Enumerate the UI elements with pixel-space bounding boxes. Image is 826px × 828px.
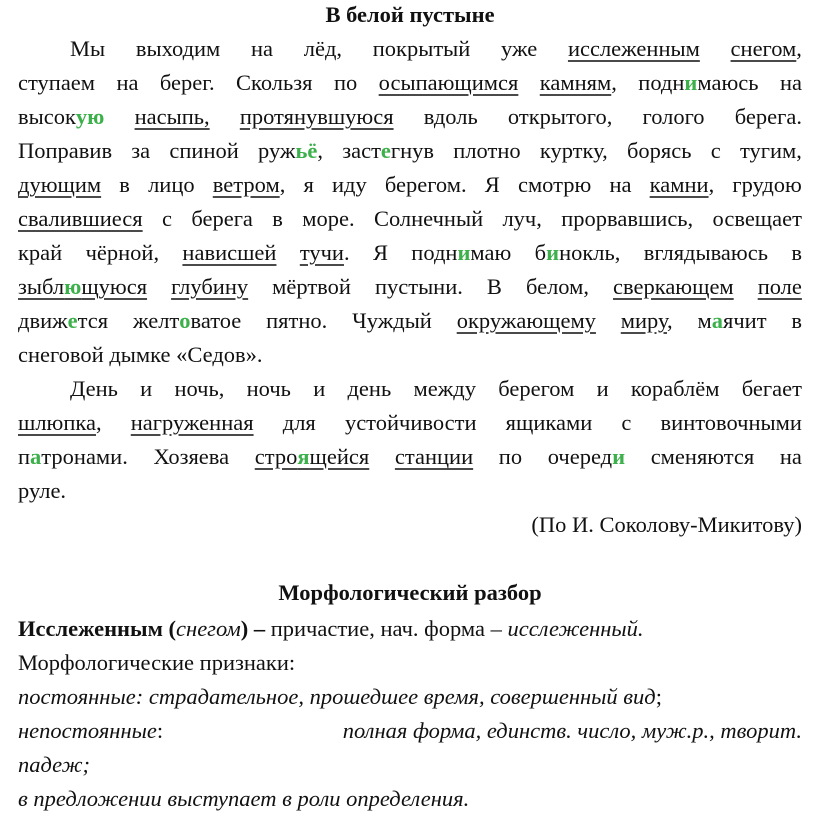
underlined-word: поле [757,274,802,299]
word: В [486,274,502,299]
underlined-word: окружающему [456,308,596,333]
word: вглядываюсь [643,240,768,265]
constant-value: страдательное, прошедшее время, совершенный вид [143,684,656,709]
word: и [596,376,609,401]
analysis-word-line [18,614,802,644]
word-group [18,408,102,438]
nonconstant-continued: падеж; [18,752,91,777]
text-line-11 [18,374,802,404]
word-part: п [18,444,31,469]
analyzed-word: Исслеженным [18,616,163,641]
nonconstant-label: непостоянные [18,718,157,743]
text-line-5 [18,170,802,200]
word: голого [642,104,705,129]
text-line-7 [18,238,802,268]
nonconstant-features [18,716,802,746]
word-group [621,306,673,336]
word-group [133,306,241,336]
word: Я [372,240,388,265]
word-group [258,136,323,166]
highlighted-letter: е [67,308,78,333]
underlined-word: осыпающимся [378,70,519,95]
text-line-14: руле. [18,478,67,503]
underlined-word: камни [649,172,709,197]
context-word: снегом [176,616,241,641]
word: в [119,172,130,197]
highlighted-letter: а [711,308,723,333]
word: с [161,206,172,231]
word-part: высок [18,104,76,129]
word: лицо [148,172,195,197]
word-group [300,238,350,268]
text-line-8 [18,272,802,302]
punct: ; [655,684,662,709]
part-of-speech: причастие, нач. форма – [265,616,508,641]
word: смотрю [517,172,592,197]
word: пятно. [266,308,328,333]
text-line-3 [18,102,802,132]
word: сменяются [650,444,755,469]
word: на [609,172,632,197]
word-part: очеред [547,444,613,469]
word: выходим [135,36,221,61]
word-part: подн [638,70,685,95]
word: и [313,376,326,401]
highlighted-letter: е [380,138,391,163]
word: Поправив [18,138,113,163]
underlined-word: свалившиеся [18,206,143,231]
word: за [131,138,151,163]
word: в [791,308,802,333]
word: берег. [159,70,215,95]
word-group [650,170,715,200]
word-group [548,442,625,472]
constant-label: постоянные: [18,684,144,709]
word-group [411,238,511,268]
punct: , [317,138,323,163]
punct: , [708,172,715,197]
word: ступаем [18,70,96,95]
word: пустыни. [374,274,463,299]
word-part: зыбл [18,274,65,299]
word: берегом [498,376,575,401]
punct: , [667,308,673,333]
underlined-word: нависшей [182,240,277,265]
word-part: гнув [390,138,435,163]
word-part: тронами. [41,444,128,469]
underlined-word: снегом [730,36,797,61]
highlighted-letter: ую [75,104,105,129]
word-group [342,136,434,166]
word: с [621,410,632,435]
word: бегает [741,376,802,401]
punct: , [611,70,617,95]
punct: : [156,718,164,743]
text-title: В белой пустыне [325,2,495,27]
word-part: руж [258,138,296,163]
word: по [498,444,523,469]
word: край [18,240,63,265]
underlined-word: миру [620,308,668,333]
underlined-word: станции [394,444,474,469]
word: ночь, [174,376,225,401]
word: открытого, [507,104,613,129]
word: море. [302,206,355,231]
word-part: маюсь [697,70,759,95]
word: в [791,240,802,265]
text-line-12 [18,408,802,438]
word: спиной [169,138,239,163]
word: мёртвой [272,274,351,299]
word: грудою [732,172,802,197]
word: на [116,70,139,95]
underlined-word: сверкающем [613,274,734,299]
word-part: нокль, [559,240,621,265]
underlined-word: исслеженным [567,36,700,61]
word: Я [484,172,500,197]
word: лёд, [303,36,343,61]
highlighted-letter: и [546,240,560,265]
word: луч, [502,206,542,231]
word: чёрной, [85,240,160,265]
word-group [18,102,104,132]
dash: – [248,616,266,641]
underlined-word: глубину [171,274,249,299]
word: на [779,70,802,95]
highlighted-letter: а [30,444,42,469]
nonconstant-value: полная форма, единств. число, муж.р., творит. [337,718,802,743]
word: между [413,376,476,401]
highlighted-letter: и [684,70,698,95]
word: Скользя [236,70,313,95]
word-part: ячит [722,308,767,333]
underlined-word: дующим [18,172,102,197]
initial-form: исслеженный. [507,616,644,641]
word: день [347,376,392,401]
underlined-word: ветром [212,172,280,197]
highlighted-letter: ьё [295,138,318,163]
highlighted-letter: о [179,308,191,333]
word-group [697,306,766,336]
nonconstant-label-group [18,716,163,746]
word-part: заст [342,138,381,163]
underlined-word: нагруженная [130,410,254,435]
text-line-1 [18,34,802,64]
underlined-word-group [18,272,147,302]
word: на [251,36,274,61]
text-line-13 [18,442,802,472]
word-part: подн [411,240,458,265]
word: тугим, [739,138,802,163]
word: Солнечный [373,206,484,231]
highlighted-letter: я [297,444,310,469]
word: плотно [453,138,521,163]
word: День [70,376,118,401]
word: кораблём [630,376,720,401]
highlighted-letter: и [457,240,471,265]
underlined-word-group [255,442,370,472]
underlined-word: тучи [299,240,344,265]
paren: ) [240,616,249,641]
attribution: (По И. Соколову-Микитову) [531,512,802,537]
word: борясь [626,138,692,163]
word: освещает [712,206,802,231]
word-part: б [534,240,547,265]
word-group [540,68,617,98]
word: прорвавшись, [561,206,694,231]
text-line-10: снеговой дымке «Седов». [18,342,263,367]
underlined-word: шлюпка [18,410,96,435]
word: Хозяева [153,444,230,469]
highlighted-letter: и [612,444,626,469]
word-part: м [697,308,712,333]
word: берегом. [384,172,467,197]
word: я [303,172,314,197]
punct: , [95,410,102,435]
text-line-4 [18,136,802,166]
word: Чуждый [352,308,432,333]
word-part: движ [18,308,68,333]
word: в [272,206,283,231]
word: по [333,70,358,95]
word: куртку, [539,138,608,163]
word-part: тся [77,308,109,333]
word-group [535,238,621,268]
analysis-heading: Морфологический разбор [278,580,542,605]
syntactic-role: в предложении выступает в роли определения. [18,786,470,811]
word: Мы [70,36,106,61]
word-group [18,442,128,472]
underlined-word: протянувшуюся [239,104,394,129]
punct: . [343,240,350,265]
word: берега. [734,104,802,129]
word: берега [191,206,253,231]
highlighted-letter: ю [64,274,82,299]
word-part: желт [132,308,180,333]
word: ночь [246,376,291,401]
word-part: стро [254,444,298,469]
word-group [213,170,286,200]
word: вдоль [423,104,478,129]
word: и [140,376,153,401]
word: ящиками [505,410,593,435]
word: для [282,410,316,435]
underlined-word: насыпь, [134,104,210,129]
paren: ( [162,616,177,641]
underlined-word: камням [539,70,612,95]
word: винтовочными [660,410,802,435]
word: устойчивости [344,410,477,435]
word: уже [501,36,538,61]
word-group [638,68,758,98]
word: с [710,138,721,163]
text-line-2 [18,68,802,98]
word: покрытый [372,36,471,61]
word-part: щейся [309,444,370,469]
word-group [731,34,802,64]
features-label: Морфологические признаки: [18,650,296,675]
word-part: маю [470,240,512,265]
punct: , [279,172,286,197]
word: на [779,444,802,469]
text-line-9 [18,306,802,336]
word: белом, [525,274,589,299]
word-part: ватое [190,308,242,333]
word-group [18,306,108,336]
punct: , [796,36,802,61]
word: иду [331,172,367,197]
text-line-6 [18,204,802,234]
constant-features [18,682,802,712]
word-part: щуюся [81,274,148,299]
